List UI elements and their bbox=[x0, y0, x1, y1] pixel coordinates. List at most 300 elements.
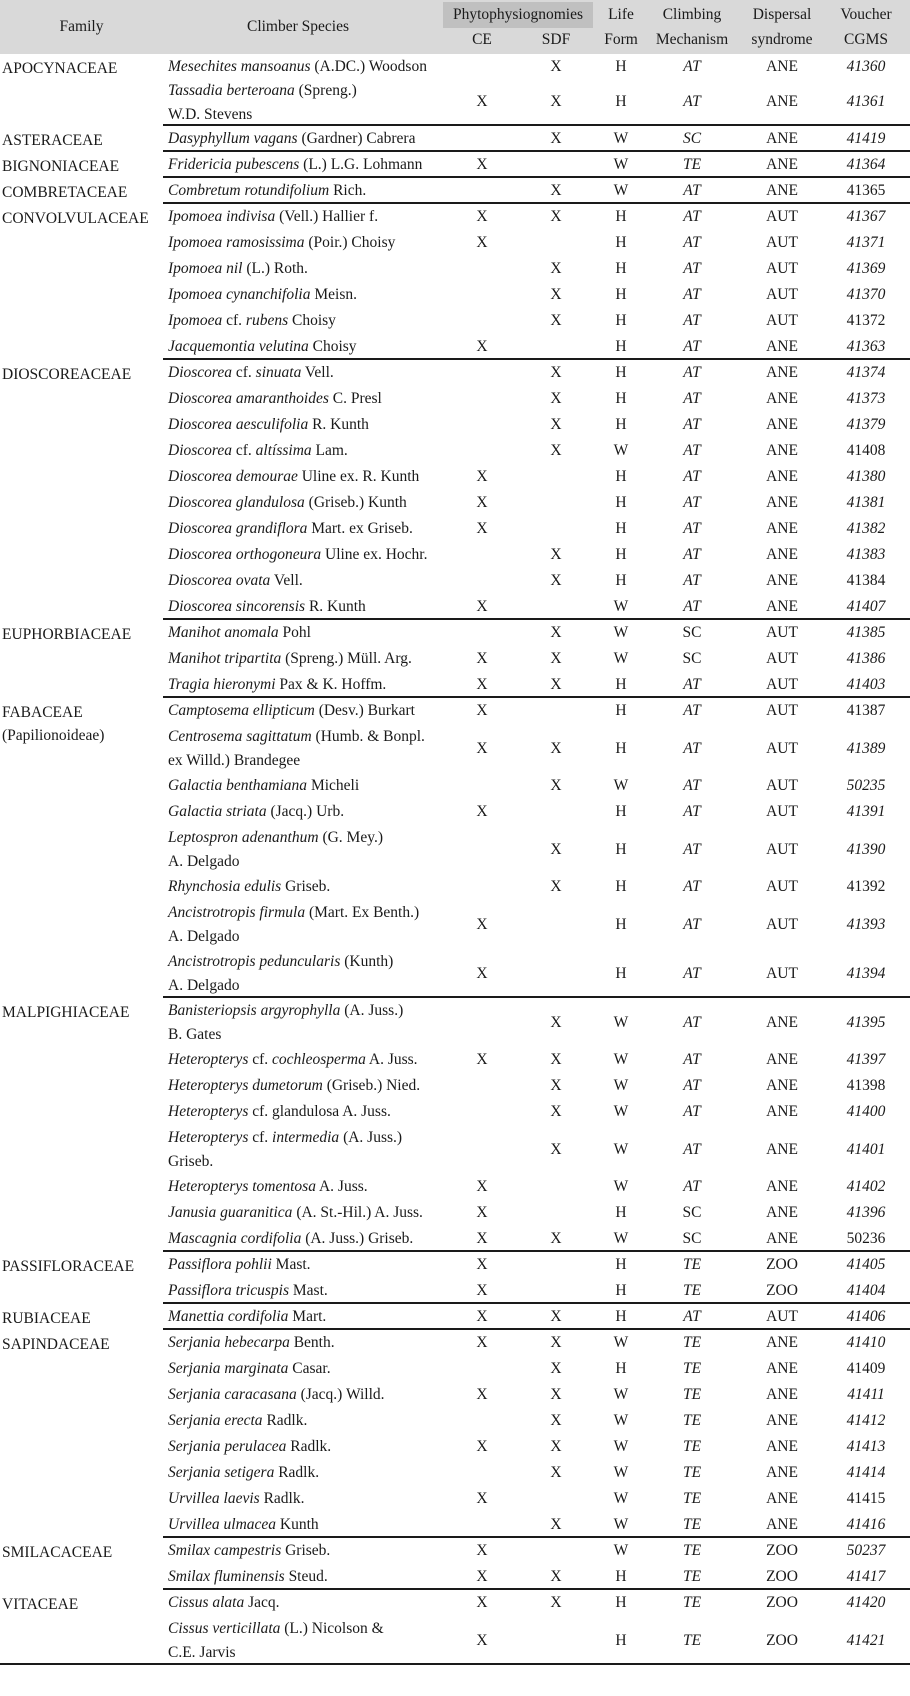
climbing-mechanism: AT bbox=[683, 338, 701, 355]
climbing-mechanism: AT bbox=[683, 1051, 701, 1068]
voucher-number: 41383 bbox=[846, 546, 886, 563]
ce-mark: X bbox=[476, 1334, 488, 1351]
species-author: Radlk. bbox=[274, 1464, 320, 1481]
family-label: FABACEAE bbox=[2, 704, 83, 721]
species-name bbox=[168, 1539, 330, 1563]
voucher-number: 41394 bbox=[846, 964, 886, 982]
dispersal-syndrome: ANE bbox=[766, 520, 798, 537]
species-author: Casar. bbox=[288, 1360, 331, 1377]
dispersal-syndrome: AUT bbox=[766, 312, 798, 329]
table-row bbox=[0, 1356, 910, 1382]
species-author: Pax & K. Hoffm. bbox=[275, 676, 387, 693]
species-genus: Dioscorea orthogoneura bbox=[168, 546, 322, 563]
sdf-mark: X bbox=[550, 286, 562, 303]
life-form: H bbox=[615, 1631, 627, 1649]
dispersal-syndrome: ANE bbox=[766, 156, 798, 173]
family-name bbox=[2, 207, 149, 230]
family-label: SMILACACEAE bbox=[2, 1544, 113, 1561]
voucher-number: 41407 bbox=[846, 598, 886, 615]
life-form: H bbox=[615, 915, 627, 933]
family-name bbox=[2, 57, 117, 80]
species-name bbox=[168, 283, 357, 307]
species-cf: cf. bbox=[248, 1129, 273, 1146]
voucher-number: 41381 bbox=[846, 494, 886, 511]
table-row bbox=[0, 490, 910, 516]
table-row bbox=[0, 620, 910, 646]
life-form: H bbox=[615, 93, 627, 110]
life-form: H bbox=[615, 1360, 627, 1377]
species-genus: Dioscorea demourae bbox=[168, 468, 298, 485]
table-row bbox=[0, 724, 910, 773]
family-name bbox=[2, 129, 103, 152]
dispersal-syndrome: ANE bbox=[766, 494, 798, 511]
species-author: A. Juss. bbox=[315, 1178, 368, 1195]
climbing-mechanism: AT bbox=[683, 840, 701, 858]
sdf-mark: X bbox=[550, 1308, 562, 1325]
species-author: (Jacq.) Willd. bbox=[296, 1386, 385, 1403]
voucher-number: 41402 bbox=[846, 1178, 886, 1195]
species-cf: cf. bbox=[222, 312, 246, 329]
species-genus: Dioscorea grandiflora bbox=[168, 520, 308, 537]
voucher-number: 41419 bbox=[846, 130, 886, 147]
table-row bbox=[0, 256, 910, 282]
species-name bbox=[168, 1461, 319, 1485]
table-row bbox=[0, 204, 910, 230]
life-form: H bbox=[615, 803, 627, 820]
table-row bbox=[0, 1616, 910, 1665]
species-genus: Fridericia pubescens bbox=[168, 156, 300, 173]
species-author-cont: Griseb. bbox=[168, 1152, 214, 1170]
voucher-number: 41387 bbox=[846, 702, 886, 719]
species-author: Uline ex. Hochr. bbox=[321, 546, 428, 563]
voucher-number: 41404 bbox=[846, 1282, 886, 1299]
species-author: Vell. bbox=[301, 364, 334, 381]
life-form: W bbox=[613, 182, 629, 199]
species-genus: Ancistrotropis peduncularis bbox=[168, 953, 341, 970]
species-genus: Mascagnia cordifolia bbox=[168, 1230, 302, 1247]
header-life: Life bbox=[608, 6, 634, 23]
species-author: Choisy bbox=[288, 312, 336, 329]
table-row bbox=[0, 1538, 910, 1564]
species-name bbox=[168, 1227, 413, 1251]
table-row bbox=[0, 1226, 910, 1252]
voucher-number: 41361 bbox=[846, 93, 886, 110]
climbing-mechanism: AT bbox=[683, 676, 701, 693]
dispersal-syndrome: ANE bbox=[766, 1386, 798, 1403]
climbing-mechanism: AT bbox=[683, 915, 701, 933]
species-genus: Ipomoea ramosissima bbox=[168, 234, 305, 251]
species-name bbox=[168, 569, 303, 593]
life-form: H bbox=[615, 286, 627, 303]
sdf-mark: X bbox=[550, 416, 562, 433]
dispersal-syndrome: ANE bbox=[766, 1490, 798, 1507]
climbing-mechanism: AT bbox=[683, 182, 701, 199]
species-author: (Spreng.) Müll. Arg. bbox=[281, 650, 412, 667]
life-form: H bbox=[615, 702, 627, 719]
voucher-number: 41415 bbox=[846, 1490, 886, 1507]
sdf-mark: X bbox=[550, 1230, 562, 1247]
table-row bbox=[0, 568, 910, 594]
species-author: Radlk. bbox=[259, 1490, 305, 1507]
species-genus: Urvillea ulmacea bbox=[168, 1516, 277, 1533]
family-name bbox=[2, 1307, 91, 1330]
life-form: W bbox=[613, 1103, 629, 1120]
voucher-number: 41411 bbox=[847, 1386, 885, 1403]
dispersal-syndrome: ANE bbox=[766, 1013, 798, 1031]
sdf-mark: X bbox=[550, 1051, 562, 1068]
climbing-mechanism: AT bbox=[683, 546, 701, 563]
species-name bbox=[168, 309, 336, 333]
table-body bbox=[0, 54, 910, 1665]
species-author: Mart. bbox=[288, 1308, 327, 1325]
dispersal-syndrome: AUT bbox=[766, 234, 798, 251]
species-genus: Serjania marginata bbox=[168, 1360, 289, 1377]
species-name bbox=[168, 1565, 328, 1589]
species-name bbox=[168, 725, 425, 772]
species-name bbox=[168, 179, 366, 203]
species-genus: Dioscorea ovata bbox=[168, 572, 271, 589]
ce-mark: X bbox=[476, 1631, 488, 1649]
species-name bbox=[168, 826, 383, 873]
voucher-number: 41365 bbox=[846, 182, 886, 199]
table-row bbox=[0, 152, 910, 178]
species-genus: Manettia cordifolia bbox=[168, 1308, 289, 1325]
climbing-mechanism: TE bbox=[682, 1386, 702, 1403]
table-row bbox=[0, 1330, 910, 1356]
ce-mark: X bbox=[476, 520, 488, 537]
species-name bbox=[168, 127, 415, 151]
dispersal-syndrome: ANE bbox=[766, 58, 798, 75]
species-author: (Mart. Ex Benth.) bbox=[305, 904, 420, 921]
species-name bbox=[168, 699, 415, 723]
header-voucher: Voucher bbox=[840, 6, 892, 23]
table-header bbox=[0, 0, 910, 54]
ce-mark: X bbox=[476, 676, 488, 693]
species-author: (Griseb.) Nied. bbox=[322, 1077, 421, 1094]
dispersal-syndrome: ANE bbox=[766, 1178, 798, 1195]
ce-mark: X bbox=[476, 1490, 488, 1507]
ce-mark: X bbox=[476, 739, 488, 757]
ce-mark: X bbox=[476, 1308, 488, 1325]
table-row bbox=[0, 1047, 910, 1073]
climbing-mechanism: TE bbox=[682, 1516, 702, 1533]
species-genus: Rhynchosia edulis bbox=[168, 878, 282, 895]
life-form: H bbox=[615, 208, 627, 225]
species-genus: Serjania perulacea bbox=[168, 1438, 287, 1455]
sdf-mark: X bbox=[550, 130, 562, 147]
table-row bbox=[0, 1408, 910, 1434]
life-form: H bbox=[615, 878, 627, 895]
species-author: Uline ex. R. Kunth bbox=[297, 468, 420, 485]
sdf-mark: X bbox=[550, 1516, 562, 1533]
header-family: Family bbox=[59, 18, 104, 35]
species-author-cont: A. Delgado bbox=[168, 927, 240, 945]
sdf-mark: X bbox=[550, 1140, 562, 1158]
dispersal-syndrome: AUT bbox=[766, 840, 798, 858]
species-genus: Cissus alata bbox=[168, 1594, 245, 1611]
life-form: W bbox=[613, 624, 629, 641]
life-form: H bbox=[615, 58, 627, 75]
family-name bbox=[2, 363, 131, 386]
table-row bbox=[0, 438, 910, 464]
ce-mark: X bbox=[476, 93, 488, 110]
sdf-mark: X bbox=[550, 1594, 562, 1611]
species-author: A. Juss. bbox=[365, 1051, 418, 1068]
table-row bbox=[0, 334, 910, 360]
species-epithet: rubens bbox=[245, 312, 289, 329]
life-form: H bbox=[615, 1256, 627, 1273]
species-name bbox=[168, 1487, 304, 1511]
table-row bbox=[0, 542, 910, 568]
voucher-number: 41374 bbox=[846, 364, 886, 381]
voucher-number: 41385 bbox=[846, 624, 886, 641]
dispersal-syndrome: ANE bbox=[766, 1438, 798, 1455]
table-row bbox=[0, 1512, 910, 1538]
dispersal-syndrome: ANE bbox=[766, 1412, 798, 1429]
life-form: H bbox=[615, 520, 627, 537]
climbing-mechanism: SC bbox=[682, 1204, 702, 1221]
dispersal-syndrome: AUT bbox=[766, 739, 798, 757]
climbing-mechanism: AT bbox=[683, 878, 701, 895]
sdf-mark: X bbox=[550, 676, 562, 693]
species-name bbox=[168, 205, 378, 229]
climbing-mechanism: AT bbox=[683, 58, 701, 75]
species-author: (Desv.) Burkart bbox=[314, 702, 415, 719]
voucher-number: 41406 bbox=[846, 1308, 886, 1325]
ce-mark: X bbox=[476, 1594, 488, 1611]
dispersal-syndrome: ANE bbox=[766, 364, 798, 381]
dispersal-syndrome: ANE bbox=[766, 1140, 798, 1158]
life-form: H bbox=[615, 494, 627, 511]
dispersal-syndrome: AUT bbox=[766, 286, 798, 303]
species-name bbox=[168, 491, 407, 515]
table-row bbox=[0, 126, 910, 152]
climbing-mechanism: AT bbox=[683, 416, 701, 433]
species-author: (A. Juss.) bbox=[340, 1002, 404, 1019]
table-row bbox=[0, 412, 910, 438]
life-form: H bbox=[615, 1204, 627, 1221]
ce-mark: X bbox=[476, 208, 488, 225]
climbing-mechanism: TE bbox=[682, 1464, 702, 1481]
voucher-number: 41401 bbox=[846, 1140, 886, 1158]
species-name bbox=[168, 1383, 385, 1407]
ce-mark: X bbox=[476, 234, 488, 251]
family-label: VITACEAE bbox=[2, 1596, 79, 1613]
sdf-mark: X bbox=[550, 182, 562, 199]
sdf-mark: X bbox=[550, 650, 562, 667]
species-author: (A. Juss.) bbox=[339, 1129, 403, 1146]
dispersal-syndrome: ANE bbox=[766, 130, 798, 147]
species-author: (Spreng.) bbox=[294, 82, 357, 99]
sdf-mark: X bbox=[550, 93, 562, 110]
species-genus: Jacquemontia velutina bbox=[168, 338, 309, 355]
life-form: W bbox=[613, 1077, 629, 1094]
family-name bbox=[2, 181, 127, 204]
species-name bbox=[168, 901, 419, 948]
species-genus: Manihot anomala bbox=[168, 624, 279, 641]
voucher-number: 41384 bbox=[846, 572, 886, 589]
species-name bbox=[168, 231, 395, 255]
life-form: W bbox=[613, 1464, 629, 1481]
header-mechanism: Mechanism bbox=[655, 31, 729, 48]
family-name bbox=[2, 1333, 110, 1356]
life-form: W bbox=[613, 1230, 629, 1247]
dispersal-syndrome: ANE bbox=[766, 1516, 798, 1533]
climbing-mechanism: TE bbox=[682, 1256, 702, 1273]
species-genus: Smilax fluminensis bbox=[168, 1568, 285, 1585]
life-form: W bbox=[613, 1140, 629, 1158]
dispersal-syndrome: ZOO bbox=[766, 1631, 798, 1649]
life-form: W bbox=[613, 777, 629, 794]
sdf-mark: X bbox=[550, 777, 562, 794]
sdf-mark: X bbox=[550, 442, 562, 459]
climbing-mechanism: TE bbox=[682, 1631, 702, 1649]
climbing-mechanism: AT bbox=[683, 234, 701, 251]
species-name bbox=[168, 1513, 319, 1537]
species-author: Radlk. bbox=[262, 1412, 308, 1429]
ce-mark: X bbox=[476, 1051, 488, 1068]
species-genus: Dioscorea amaranthoides bbox=[168, 390, 329, 407]
ce-mark: X bbox=[476, 494, 488, 511]
species-name bbox=[168, 1201, 423, 1225]
sdf-mark: X bbox=[550, 1386, 562, 1403]
dispersal-syndrome: ANE bbox=[766, 1334, 798, 1351]
species-name bbox=[168, 875, 330, 899]
table-row bbox=[0, 1382, 910, 1408]
sdf-mark: X bbox=[550, 1568, 562, 1585]
climbing-mechanism: TE bbox=[682, 1542, 702, 1559]
life-form: W bbox=[613, 1516, 629, 1533]
sdf-mark: X bbox=[550, 624, 562, 641]
table-row bbox=[0, 1486, 910, 1512]
voucher-number: 41413 bbox=[846, 1438, 886, 1455]
table-row bbox=[0, 54, 910, 78]
voucher-number: 41409 bbox=[846, 1360, 886, 1377]
climbing-mechanism: TE bbox=[682, 156, 702, 173]
sdf-mark: X bbox=[550, 208, 562, 225]
voucher-number: 41392 bbox=[846, 878, 886, 895]
sdf-mark: X bbox=[550, 1412, 562, 1429]
species-genus: Dioscorea bbox=[168, 442, 232, 459]
species-genus: Galactia benthamiana bbox=[168, 777, 308, 794]
species-genus: Banisteriopsis argyrophylla bbox=[168, 1002, 341, 1019]
climbing-mechanism: AT bbox=[683, 494, 701, 511]
life-form: W bbox=[613, 1178, 629, 1195]
species-author: Vell. bbox=[270, 572, 303, 589]
header-sdf: SDF bbox=[541, 31, 571, 48]
species-name bbox=[168, 361, 334, 385]
dispersal-syndrome: ANE bbox=[766, 1464, 798, 1481]
sdf-mark: X bbox=[550, 364, 562, 381]
table-row bbox=[0, 799, 910, 825]
header-ce: CE bbox=[472, 31, 492, 48]
family-label: DIOSCOREACEAE bbox=[2, 366, 132, 383]
species-genus: Dioscorea sincorensis bbox=[168, 598, 306, 615]
life-form: H bbox=[615, 416, 627, 433]
species-genus: Heteropterys bbox=[168, 1103, 249, 1120]
dispersal-syndrome: ZOO bbox=[766, 1542, 798, 1559]
ce-mark: X bbox=[476, 803, 488, 820]
species-name bbox=[168, 647, 412, 671]
sdf-mark: X bbox=[550, 878, 562, 895]
voucher-number: 41403 bbox=[846, 676, 886, 693]
header-phytophysiognomies: Phytophysiognomies bbox=[452, 6, 584, 23]
ce-mark: X bbox=[476, 964, 488, 982]
species-author: Lam. bbox=[311, 442, 348, 459]
species-author: (Humb. & Bonpl. bbox=[311, 728, 425, 745]
family-subfamily: (Papilionoideae) bbox=[2, 727, 105, 744]
voucher-number: 41391 bbox=[846, 803, 886, 820]
species-cf: cf. bbox=[232, 364, 256, 381]
dispersal-syndrome: AUT bbox=[766, 624, 798, 641]
climbing-mechanism: AT bbox=[683, 520, 701, 537]
table-row bbox=[0, 1590, 910, 1616]
climbing-mechanism: TE bbox=[682, 1360, 702, 1377]
sdf-mark: X bbox=[550, 1464, 562, 1481]
species-author: (G. Mey.) bbox=[318, 829, 383, 846]
family-label: ASTERACEAE bbox=[2, 132, 103, 149]
species-name bbox=[168, 595, 366, 619]
species-author: Rich. bbox=[329, 182, 367, 199]
species-author: (Poir.) Choisy bbox=[304, 234, 396, 251]
voucher-number: 41416 bbox=[846, 1516, 886, 1533]
life-form: W bbox=[613, 1051, 629, 1068]
species-name bbox=[168, 800, 344, 824]
voucher-number: 41395 bbox=[846, 1013, 886, 1031]
ce-mark: X bbox=[476, 1256, 488, 1273]
family-label: CONVOLVULACEAE bbox=[2, 210, 149, 227]
voucher-number: 41414 bbox=[846, 1464, 886, 1481]
table-row bbox=[0, 594, 910, 620]
species-author: (A.DC.) Woodson bbox=[310, 58, 427, 75]
life-form: H bbox=[615, 1308, 627, 1325]
table-row bbox=[0, 1099, 910, 1125]
dispersal-syndrome: ANE bbox=[766, 1051, 798, 1068]
species-genus: Heteropterys dumetorum bbox=[168, 1077, 323, 1094]
dispersal-syndrome: ZOO bbox=[766, 1256, 798, 1273]
sdf-mark: X bbox=[550, 1103, 562, 1120]
climbing-mechanism: TE bbox=[682, 1594, 702, 1611]
species-genus: Tragia hieronymi bbox=[168, 676, 276, 693]
table-row bbox=[0, 825, 910, 874]
voucher-number: 41369 bbox=[846, 260, 886, 277]
header-syndrome: syndrome bbox=[751, 31, 813, 48]
sdf-mark: X bbox=[550, 312, 562, 329]
species-name bbox=[168, 1253, 311, 1277]
voucher-number: 41408 bbox=[846, 442, 886, 459]
species-author: Jacq. bbox=[244, 1594, 280, 1611]
ce-mark: X bbox=[476, 1542, 488, 1559]
climbing-mechanism: AT bbox=[683, 286, 701, 303]
sdf-mark: X bbox=[550, 260, 562, 277]
species-genus: Smilax campestris bbox=[168, 1542, 282, 1559]
table-row bbox=[0, 516, 910, 542]
species-author: Micheli bbox=[307, 777, 360, 794]
climbing-mechanism: AT bbox=[683, 572, 701, 589]
voucher-number: 41393 bbox=[846, 915, 886, 933]
species-genus: Camptosema ellipticum bbox=[168, 702, 315, 719]
species-name bbox=[168, 1357, 331, 1381]
table-row bbox=[0, 1564, 910, 1590]
species-author: Steud. bbox=[284, 1568, 328, 1585]
ce-mark: X bbox=[476, 1386, 488, 1403]
header-form: Form bbox=[604, 31, 638, 48]
species-genus: Janusia guaranitica bbox=[168, 1204, 293, 1221]
species-author: (Griseb.) Kunth bbox=[304, 494, 407, 511]
species-name bbox=[168, 257, 308, 281]
life-form: H bbox=[615, 739, 627, 757]
species-name bbox=[168, 774, 359, 798]
